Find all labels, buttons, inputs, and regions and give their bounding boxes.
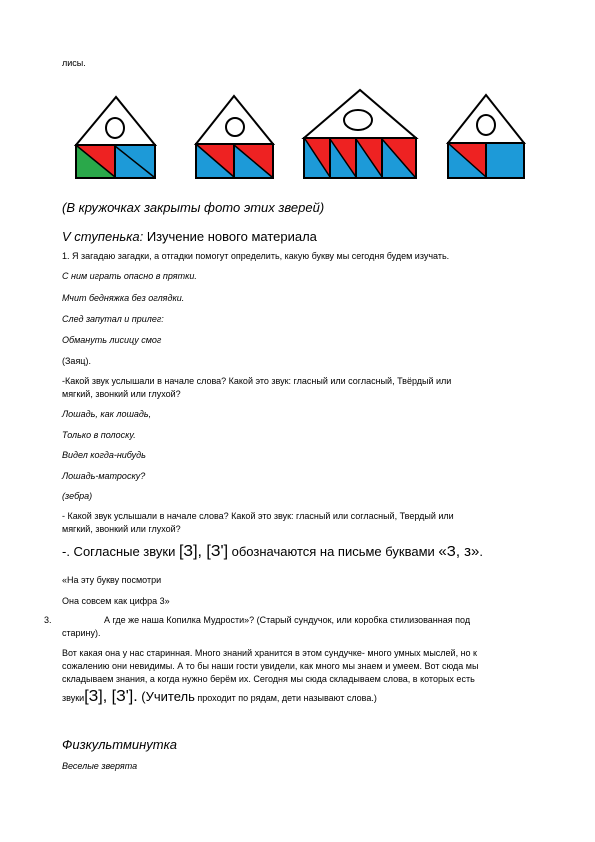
top-fragment: лисы. <box>62 58 86 68</box>
consonants-letters: «З, з» <box>438 543 480 560</box>
houses-caption: (В кружочках закрыты фото этих зверей) <box>62 200 325 215</box>
item3-number: 3. <box>44 615 52 625</box>
question1-line: мягкий, звонкий или глухой? <box>62 389 181 399</box>
consonants-end: . <box>479 544 484 559</box>
stage-title: Изучение нового материала <box>146 229 317 244</box>
house-2 <box>196 96 273 178</box>
house-4 <box>448 95 524 178</box>
stage-label: V ступенька: <box>62 229 144 244</box>
last-line-prefix: звуки <box>62 693 85 703</box>
last-line-teacher: (Учитель <box>137 689 195 704</box>
intro-text: 1. Я загадаю загадки, а отгадки помогут определить, какую букву мы сегодня будем изучать. <box>62 251 450 261</box>
answer1: (Заяц). <box>62 356 91 366</box>
consonants-line <box>62 543 483 561</box>
question2-line: мягкий, звонкий или глухой? <box>62 524 181 534</box>
riddle2-line: Видел когда-нибудь <box>62 450 146 460</box>
riddle1-line: Мчит бедняжка без оглядки. <box>62 293 185 303</box>
consonants-middle: обозначаются на письме буквами <box>228 544 439 559</box>
house-1 <box>76 97 155 178</box>
question1-line: -Какой звук услышали в начале слова? Какой это звук: гласный или согласный, Твёрдый или <box>62 376 452 386</box>
stage-heading <box>62 229 317 244</box>
fizminutka-heading: Физкультминутка <box>62 737 177 752</box>
last-line-sounds: [З], [З']. <box>84 688 138 705</box>
item3-line: старину). <box>62 628 101 638</box>
answer2: (зебра) <box>62 491 93 501</box>
poem-line: «На эту букву посмотри <box>62 575 162 585</box>
riddle2-line: Только в полоску. <box>62 430 136 440</box>
riddle2-line: Лошадь, как лошадь, <box>62 409 152 419</box>
paragraph-line: Вот какая она у нас старинная. Много знаний хранится в этом сундучке- много умных мыслей, но к <box>62 648 477 658</box>
riddle1-line: След запутал и прилег: <box>62 314 164 324</box>
item3-line: А где же наша Копилка Мудрости»? (Старый сундучок, или коробка стилизованная под <box>104 615 471 625</box>
house-3 <box>304 90 416 178</box>
paragraph-line: сожалению они невидимы. А то бы наши гости увидели, как много мы знаем и умеем. Вот сюда мы <box>62 661 479 671</box>
last-line <box>62 688 377 706</box>
paragraph-line: складываем знания, а когда нужно берём их. Сегодня мы сюда складываем слова, в которых есть <box>62 674 475 684</box>
riddle1-line: Обмануть лисицу смог <box>62 335 162 345</box>
riddle2-line: Лошадь-матроску? <box>62 471 146 481</box>
poem-line: Она совсем как цифра 3» <box>62 596 170 606</box>
veselye-heading: Веселые зверята <box>62 761 138 771</box>
consonants-prefix: -. Согласные звуки <box>62 544 179 559</box>
riddle1-line: С ним играть опасно в прятки. <box>62 271 197 281</box>
question2-line: - Какой звук услышали в начале слова? Какой это звук: гласный или согласный, Твердый или <box>62 511 454 521</box>
last-line-rest: проходит по рядам, дети называют слова.) <box>194 693 377 703</box>
consonants-sounds: [З], [З'] <box>178 543 229 560</box>
